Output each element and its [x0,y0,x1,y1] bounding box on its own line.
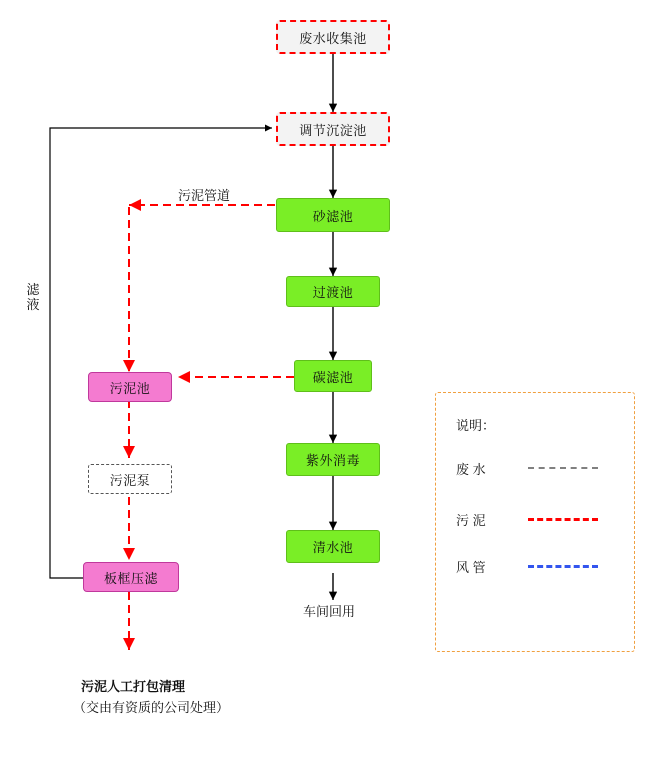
node-sludge-tank-label: 污泥池 [109,380,151,396]
legend-item-sludge-label: 污 泥 [456,513,486,528]
legend-item-air-duct-label: 风 管 [456,560,486,575]
legend-line-sludge [528,518,598,521]
legend-title: 说明： [456,418,496,433]
node-carbon-filter-label: 碳滤池 [312,369,354,385]
node-adjust-settle-tank[interactable] [276,112,390,146]
node-sand-filter-label: 砂滤池 [312,208,354,224]
node-sand-filter[interactable] [276,198,390,232]
node-collect-tank-label: 废水收集池 [299,30,367,46]
node-uv-disinfect[interactable] [286,443,380,476]
node-sludge-tank[interactable] [88,372,172,402]
label-workshop-reuse: 车间回用 [303,604,356,619]
label-sludge-packing: 污泥人工打包清理 [81,679,186,694]
label-filtrate-vertical: 滤液 [26,282,40,312]
node-plate-press[interactable] [83,562,179,592]
node-collect-tank[interactable] [276,20,390,54]
node-sludge-pump[interactable] [88,464,172,494]
legend-item-wastewater-label: 废 水 [456,462,486,477]
node-transition-tank[interactable] [286,276,380,307]
node-clean-tank[interactable] [286,530,380,563]
node-carbon-filter[interactable] [294,360,372,392]
legend-line-wastewater [528,467,598,469]
node-clean-tank-label: 清水池 [312,540,354,555]
legend-box [435,392,635,652]
legend-line-air-duct [528,565,598,568]
label-sludge-packing-sub: （交由有资质的公司处理） [73,700,230,715]
node-transition-tank-label: 过渡池 [312,285,354,300]
node-plate-press-label: 板框压滤 [103,570,158,586]
node-sludge-pump-label: 污泥泵 [109,472,151,488]
node-adjust-settle-tank-label: 调节沉淀池 [299,122,367,138]
node-uv-disinfect-label: 紫外消毒 [305,453,360,468]
label-sludge-pipe: 污泥管道 [178,188,231,203]
